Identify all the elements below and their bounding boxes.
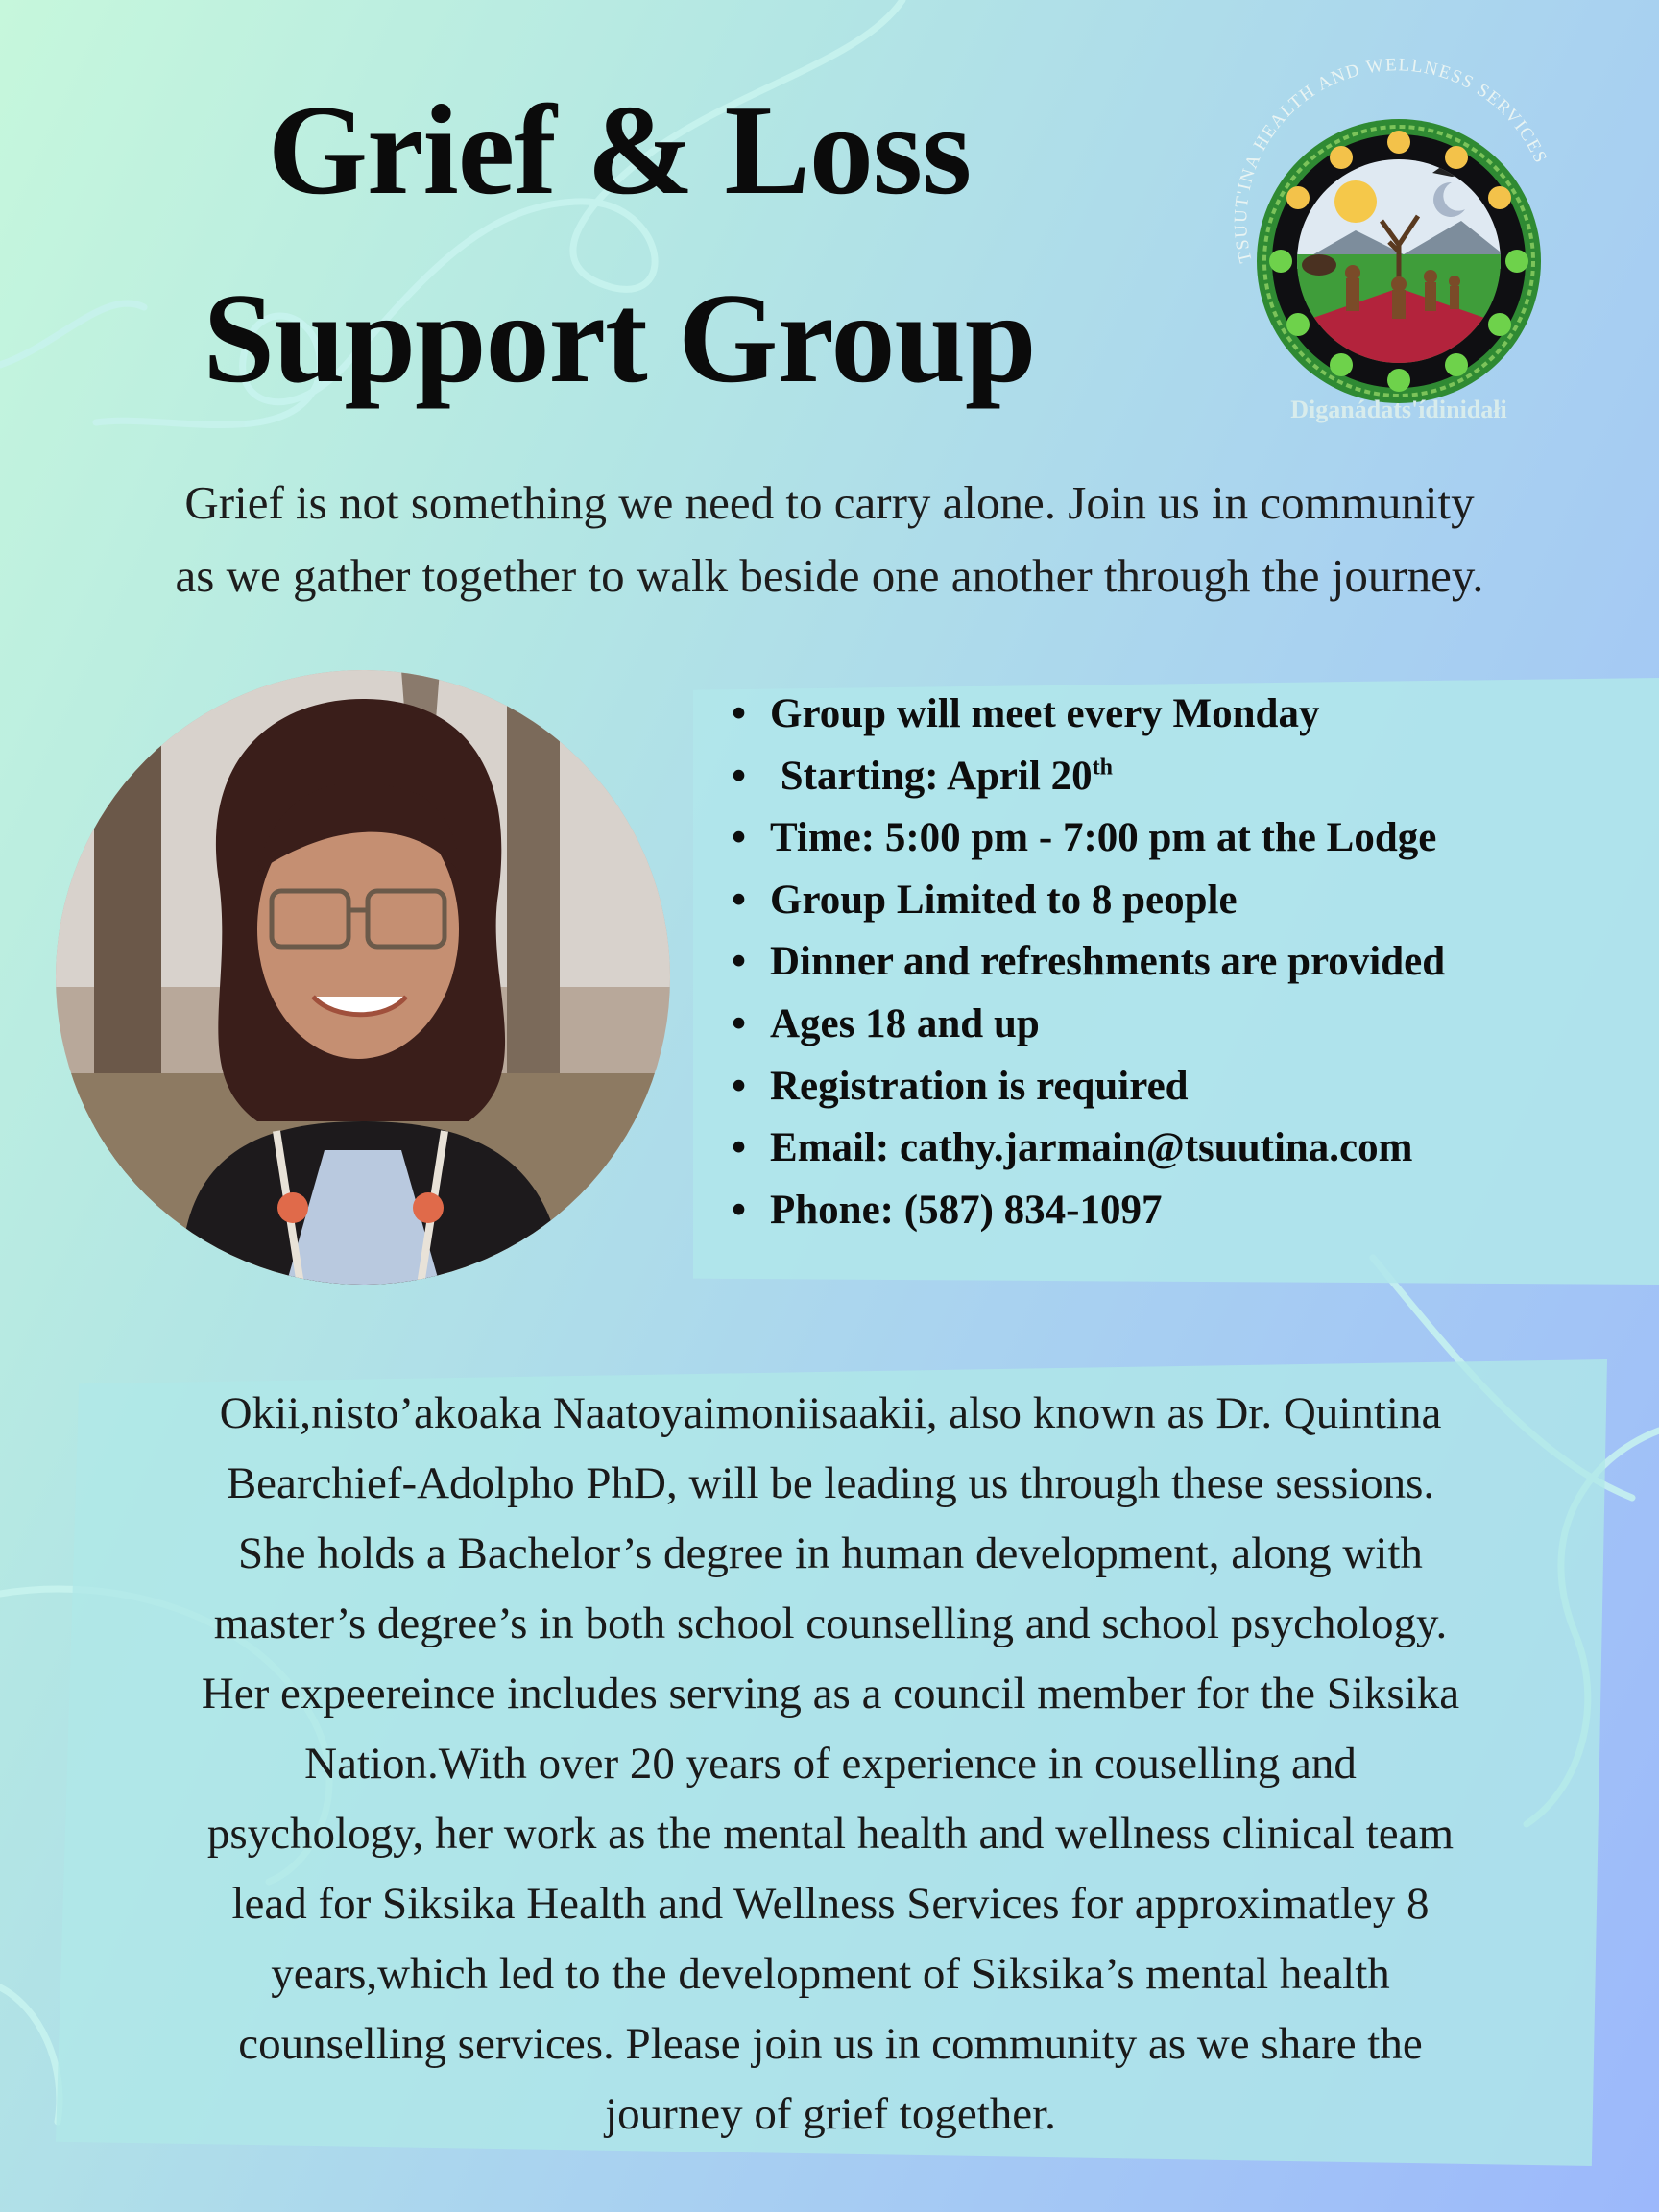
bio-line: Okii,nisto’akoaka Naatoyaimoniisaakii, also known as Dr. Quintina	[219, 1388, 1442, 1438]
detail-meeting-day: • Group will meet every Monday	[732, 684, 1644, 746]
bio-line: Her expeereince includes serving as a council member for the Siksika	[201, 1669, 1460, 1719]
bio-line: journey of grief together.	[605, 2089, 1056, 2139]
intro-line-1: Grief is not something we need to carry alone. Join us in community	[184, 476, 1475, 529]
intro-line-2: as we gather together to walk beside one another through the journey.	[175, 549, 1484, 602]
tsuutina-health-wellness-seal-icon	[1212, 38, 1586, 432]
bio-line: psychology, her work as the mental health and wellness clinical team	[206, 1809, 1455, 1859]
bio-line: Nation.With over 20 years of experience in couselling and	[304, 1739, 1357, 1789]
title-line-2: Support Group	[203, 267, 1036, 409]
facilitator-portrait	[56, 670, 670, 1285]
bio-line: master’s degree’s in both school counselling and school psychology.	[213, 1599, 1448, 1648]
event-details-list	[732, 684, 1644, 1241]
title-line-1: Grief & Loss	[267, 79, 972, 221]
bio-line: years,which led to the development of Siksika’s mental health	[271, 1949, 1390, 1999]
detail-registration: • Registration is required	[732, 1056, 1644, 1118]
bio-line: She holds a Bachelor’s degree in human development, along with	[238, 1528, 1423, 1578]
detail-dinner: • Dinner and refreshments are provided	[732, 931, 1644, 994]
bio-line: counselling services. Please join us in community as we share the	[238, 2019, 1423, 2069]
detail-email: • Email: cathy.jarmain@tsuutina.com	[732, 1118, 1644, 1180]
facilitator-bio	[77, 1379, 1584, 2150]
detail-ages: • Ages 18 and up	[732, 994, 1644, 1056]
logo-arc-text: TSUUT'INA HEALTH AND WELLNESS SERVICES	[1231, 55, 1551, 265]
detail-start-date: • Starting: April 20th	[732, 746, 1644, 808]
logo-caption: Diganádats'ídinidałi	[1290, 396, 1507, 423]
page-title	[0, 56, 1238, 432]
intro-text	[38, 467, 1621, 613]
detail-time: • Time: 5:00 pm - 7:00 pm at the Lodge	[732, 807, 1644, 870]
detail-phone: • Phone: (587) 834-1097	[732, 1180, 1644, 1242]
detail-group-limit: • Group Limited to 8 people	[732, 870, 1644, 932]
bio-line: Bearchief-Adolpho PhD, will be leading us through these sessions.	[226, 1458, 1435, 1508]
bio-line: lead for Siksika Health and Wellness Services for approximatley 8	[231, 1879, 1430, 1929]
